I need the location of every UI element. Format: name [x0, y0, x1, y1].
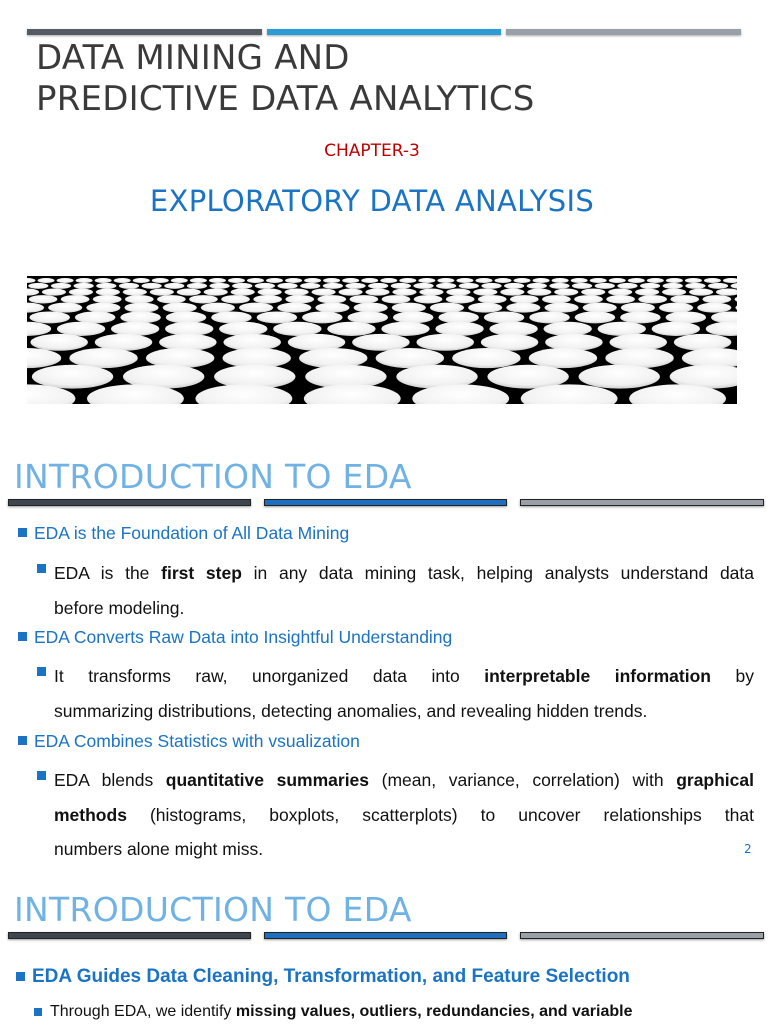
- detail-line: numbers alone might miss.: [54, 839, 264, 859]
- slide-title-line1: DATA MINING AND: [36, 38, 350, 78]
- detail-line: EDA is the first step in any data mining task, helping analysts understand data: [54, 563, 755, 583]
- bullet-square-icon: [37, 667, 46, 676]
- decor-bar-gray: [506, 29, 741, 35]
- decor-bar-blue: [264, 499, 507, 506]
- decor-bar-blue: [264, 932, 507, 939]
- slide-title: [36, 38, 736, 120]
- bullet-square-icon: [18, 736, 27, 745]
- detail-line: EDA blends quantitative summaries (mean, variance, correlation) with graphical: [54, 770, 754, 790]
- bullet-heading-text: EDA is the Foundation of All Data Mining: [34, 523, 350, 543]
- decor-bar-gray: [520, 499, 764, 506]
- section-title: INTRODUCTION TO EDA: [14, 457, 412, 496]
- detail-line: methods (histograms, boxplots, scatterplots) to uncover relationships that: [54, 804, 754, 825]
- bullet-detail-text: [54, 763, 754, 867]
- bullet-square-icon: [37, 564, 46, 573]
- decor-bar-dark: [27, 29, 262, 35]
- bullet-heading-text: EDA Guides Data Cleaning, Transformation, and Feature Selection: [32, 966, 630, 987]
- decor-bar-dark: [8, 499, 251, 506]
- bullet-heading-text: EDA Combines Statistics with vsualization: [34, 731, 360, 751]
- slide-subtitle: EXPLORATORY DATA ANALYSIS: [149, 184, 595, 218]
- bullet-square-icon: [37, 771, 46, 780]
- bullet-detail-text: [54, 659, 754, 728]
- slide-title-line2: PREDICTIVE DATA ANALYTICS: [36, 79, 535, 119]
- bullet-square-icon: [18, 528, 27, 537]
- detail-line: before modeling.: [54, 597, 185, 618]
- decor-bar-blue: [267, 29, 501, 35]
- detail-line: summarizing distributions, detecting anomalies, and revealing hidden trends.: [54, 700, 648, 721]
- bullet-square-icon: [18, 632, 27, 641]
- decor-bar-dark: [8, 932, 251, 939]
- bullet-detail-text: Through EDA, we identify missing values, outliers, redundancies, and variable: [50, 1003, 633, 1020]
- white-discs-image: [27, 276, 737, 404]
- bullet-heading-text: EDA Converts Raw Data into Insightful Understanding: [34, 627, 453, 647]
- page-number: 2: [744, 842, 752, 856]
- bullet-square-icon: [34, 1008, 42, 1016]
- detail-line: It transforms raw, unorganized data into interpretable information by: [54, 666, 754, 686]
- bullet-square-icon: [16, 972, 25, 981]
- section-title: INTRODUCTION TO EDA: [14, 890, 412, 929]
- decor-bar-gray: [520, 932, 764, 939]
- bullet-detail-text: [54, 556, 754, 625]
- chapter-label: CHAPTER-3: [324, 141, 420, 161]
